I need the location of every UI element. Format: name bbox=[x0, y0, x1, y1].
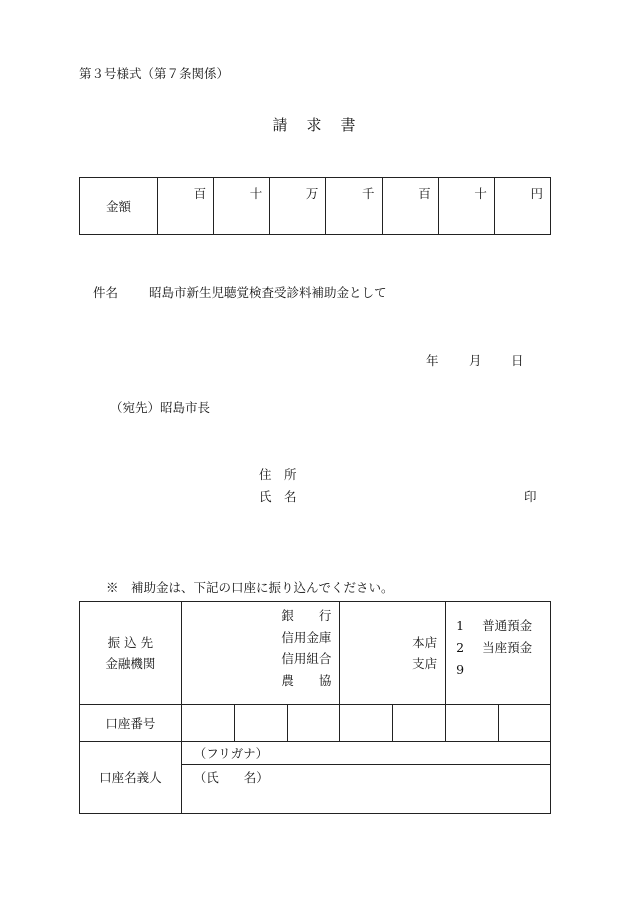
account-type-field[interactable] bbox=[446, 602, 551, 705]
account-digit-7[interactable] bbox=[499, 705, 551, 742]
furigana-field[interactable]: （フリガナ） bbox=[181, 742, 550, 765]
branch-type-branch: 支店 bbox=[412, 656, 438, 671]
date-day[interactable]: 日 bbox=[511, 353, 524, 368]
account-digit-6[interactable] bbox=[446, 705, 499, 742]
name-label: 氏 名 bbox=[259, 489, 297, 504]
amount-digit-ten[interactable]: 十 bbox=[438, 178, 494, 235]
bank-name-field[interactable] bbox=[181, 602, 340, 705]
branch-type-head: 本店 bbox=[412, 635, 438, 650]
branch-field[interactable] bbox=[340, 602, 446, 705]
account-type-ordinary[interactable]: 1 普通預金 bbox=[456, 618, 533, 633]
bank-label-line1: 振 込 先 bbox=[107, 635, 154, 650]
page-title: 請 求 書 bbox=[272, 116, 358, 134]
amount-digit-yen[interactable]: 円 bbox=[494, 178, 550, 235]
bank-type-bank: 銀 行 bbox=[281, 608, 332, 623]
account-type-checking[interactable]: 2 当座預金 bbox=[456, 640, 533, 655]
seal-mark: 印 bbox=[524, 489, 537, 504]
amount-digit-million[interactable]: 万 bbox=[270, 178, 326, 235]
account-digit-4[interactable] bbox=[340, 705, 393, 742]
address-label: 住 所 bbox=[259, 467, 297, 482]
bank-table bbox=[79, 601, 551, 814]
subject-text: 昭島市新生児聴覚検査受診料補助金として bbox=[149, 285, 387, 300]
date-month[interactable]: 月 bbox=[469, 353, 482, 368]
account-type-other[interactable]: 9 bbox=[456, 662, 465, 677]
amount-digit-hundred[interactable]: 百 bbox=[382, 178, 438, 235]
account-digit-2[interactable] bbox=[234, 705, 287, 742]
bank-type-kumiai: 信用組合 bbox=[281, 651, 332, 666]
bank-label bbox=[80, 602, 182, 705]
account-number-label: 口座番号 bbox=[80, 705, 182, 742]
amount-digit-ten-million[interactable]: 十 bbox=[214, 178, 270, 235]
holder-name-field[interactable]: （氏 名） bbox=[181, 765, 550, 814]
bank-type-shinkin: 信用金庫 bbox=[281, 629, 332, 645]
amount-digit-thousand[interactable]: 千 bbox=[326, 178, 382, 235]
bank-label-line2: 金融機関 bbox=[105, 656, 156, 671]
account-digit-5[interactable] bbox=[393, 705, 446, 742]
amount-label: 金額 bbox=[80, 178, 158, 235]
amount-digit-hundred-million[interactable]: 百 bbox=[158, 178, 214, 235]
account-digit-1[interactable] bbox=[181, 705, 234, 742]
addressee: （宛先）昭島市長 bbox=[110, 400, 211, 415]
date-year[interactable]: 年 bbox=[426, 353, 439, 368]
amount-table bbox=[79, 177, 551, 235]
bank-type-nokyo: 農 協 bbox=[281, 672, 332, 688]
account-holder-label: 口座名義人 bbox=[80, 742, 182, 814]
form-number: 第３号様式（第７条関係） bbox=[79, 66, 230, 81]
account-digit-3[interactable] bbox=[287, 705, 340, 742]
subject-label: 件名 bbox=[93, 285, 119, 300]
transfer-note: ※ 補助金は、下記の口座に振り込んでください。 bbox=[106, 580, 394, 595]
